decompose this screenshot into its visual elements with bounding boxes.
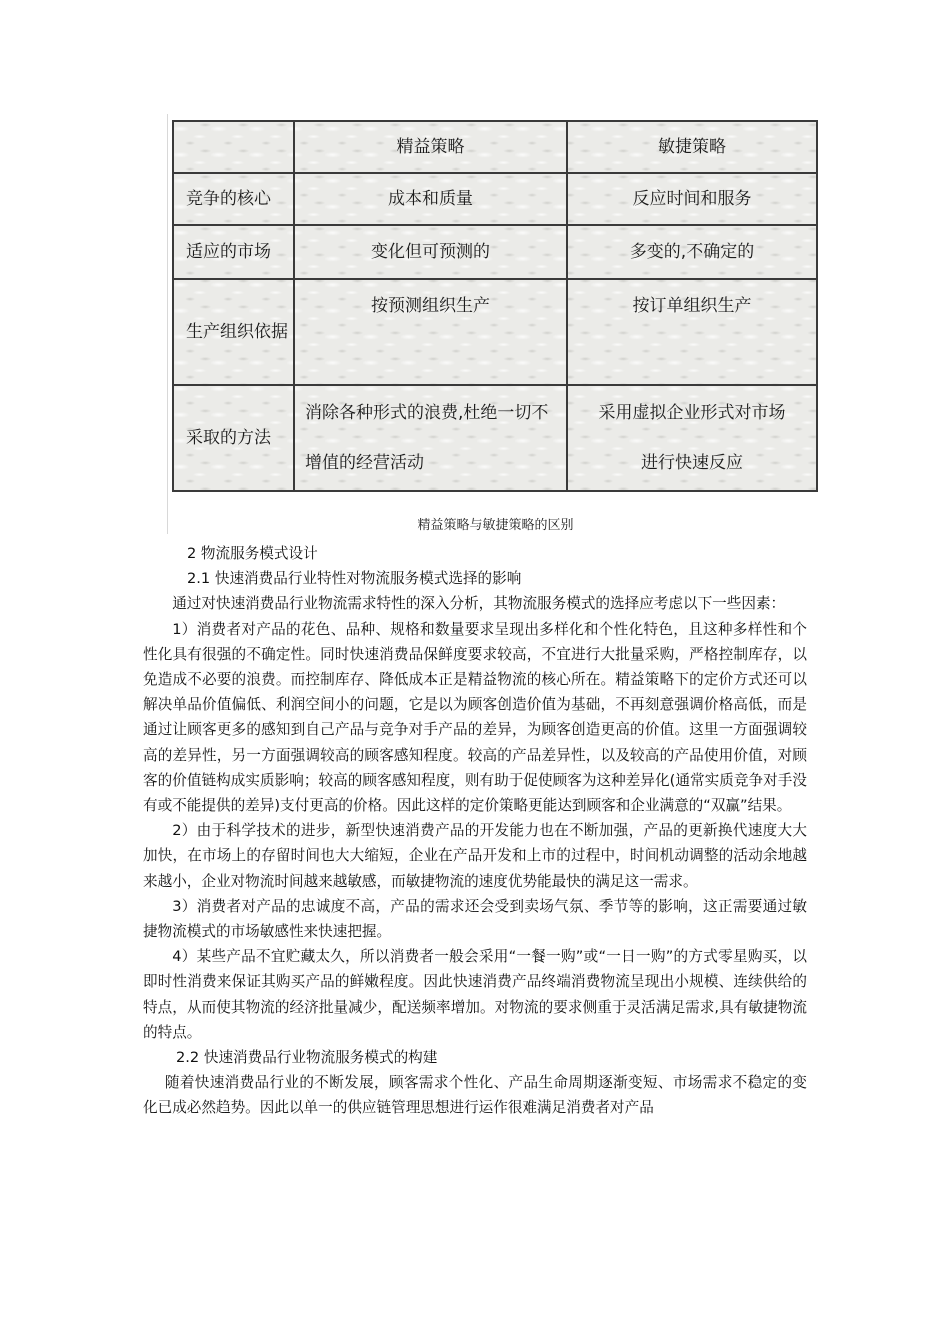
row-label: 适应的市场 (173, 225, 294, 279)
paragraph: 通过对快速消费品行业物流需求特性的深入分析，其物流服务模式的选择应考虑以下一些因素： (172, 595, 786, 613)
paragraph: 1）消费者对产品的花色、品种、规格和数量要求呈现出多样化和个性化特色，且这种多样性和个性化具有很强的不确定性。同时快速消费品保鲜度要求较高，不宜进行大批量采购，严格控制库存，以免造成不必要的浪费。而控制库存、降低成本正是精益物流的核心所在。精益策略下的定价方式还可以解决单品价值偏低、利润空间小的问题，它是以为顾客创造价值为基础，不再刻意强调价格高低，而是通过让顾客更多的感知到自己产品与竞争对手产品的差异，为顾客创造更高的价值。这里一方面强调较高的差异性，另一方面强调较高的顾客感知程度。较高的产品差异性，以及较高的产品使用价值，对顾客的价值链构成实质影响；较高的顾客感知程度，则有助于促使顾客为这种差异化(通常实质竞争对手没有或不能提供的差异)支付更高的价格。因此这样的定价策略更能达到顾客和企业满意的“双赢”结果。 (143, 620, 807, 815)
table-caption: 精益策略与敏捷策略的区别 (417, 518, 574, 533)
lean-vs-agile-table (172, 120, 818, 492)
table-row (173, 225, 817, 279)
table-row (173, 279, 817, 385)
lean-cell: 变化但可预测的 (294, 225, 567, 279)
row-label: 采取的方法 (173, 385, 294, 491)
table-row (173, 385, 817, 491)
header-lean: 精益策略 (294, 121, 567, 173)
row-label: 生产组织依据 (173, 279, 294, 385)
paragraph: 2）由于科学技术的进步，新型快速消费产品的开发能力也在不断加强，产品的更新换代速度大大加快，在市场上的存留时间也大大缩短，企业在产品开发和上市的过程中，时间机动调整的活动余地越来越小，企业对物流时间越来越敏感，而敏捷物流的速度优势能最快的满足这一需求。 (143, 822, 807, 890)
agile-cell: 采用虚拟企业形式对市场进行快速反应 (567, 385, 817, 491)
header-agile: 敏捷策略 (567, 121, 817, 173)
agile-cell: 按订单组织生产 (567, 279, 817, 385)
subsection-heading: 2.1 快速消费品行业特性对物流服务模式选择的影响 (187, 570, 522, 588)
lean-cell: 消除各种形式的浪费,杜绝一切不增值的经营活动 (294, 385, 567, 491)
lean-cell: 成本和质量 (294, 173, 567, 225)
agile-cell: 多变的,不确定的 (567, 225, 817, 279)
section-heading: 2 物流服务模式设计 (187, 545, 318, 562)
table-row (173, 173, 817, 225)
article-body (143, 541, 807, 1121)
lean-cell: 按预测组织生产 (294, 279, 567, 385)
agile-cell: 反应时间和服务 (567, 173, 817, 225)
paragraph: 随着快速消费品行业的不断发展，顾客需求个性化、产品生命周期逐渐变短、市场需求不稳定的变化已成必然趋势。因此以单一的供应链管理思想进行运作很难满足消费者对产品 (143, 1074, 807, 1117)
paragraph: 4）某些产品不宜贮藏太久，所以消费者一般会采用“一餐一购”或“一日一购”的方式零星购买，以即时性消费来保证其购买产品的鲜嫩程度。因此快速消费产品终端消费物流呈现出小规模、连续供给的特点，从而使其物流的经济批量减少，配送频率增加。对物流的要求侧重于灵活满足需求,具有敏捷物流的特点。 (143, 948, 807, 1041)
table-corner-cell (173, 121, 294, 173)
comparison-figure (167, 114, 823, 534)
subsection-heading: 2.2 快速消费品行业物流服务模式的构建 (176, 1049, 438, 1067)
table-header-row (173, 121, 817, 173)
paragraph: 3）消费者对产品的忠诚度不高，产品的需求还会受到卖场气氛、季节等的影响，这正需要通过敏捷物流模式的市场敏感性来快速把握。 (143, 897, 807, 941)
row-label: 竞争的核心 (173, 173, 294, 225)
